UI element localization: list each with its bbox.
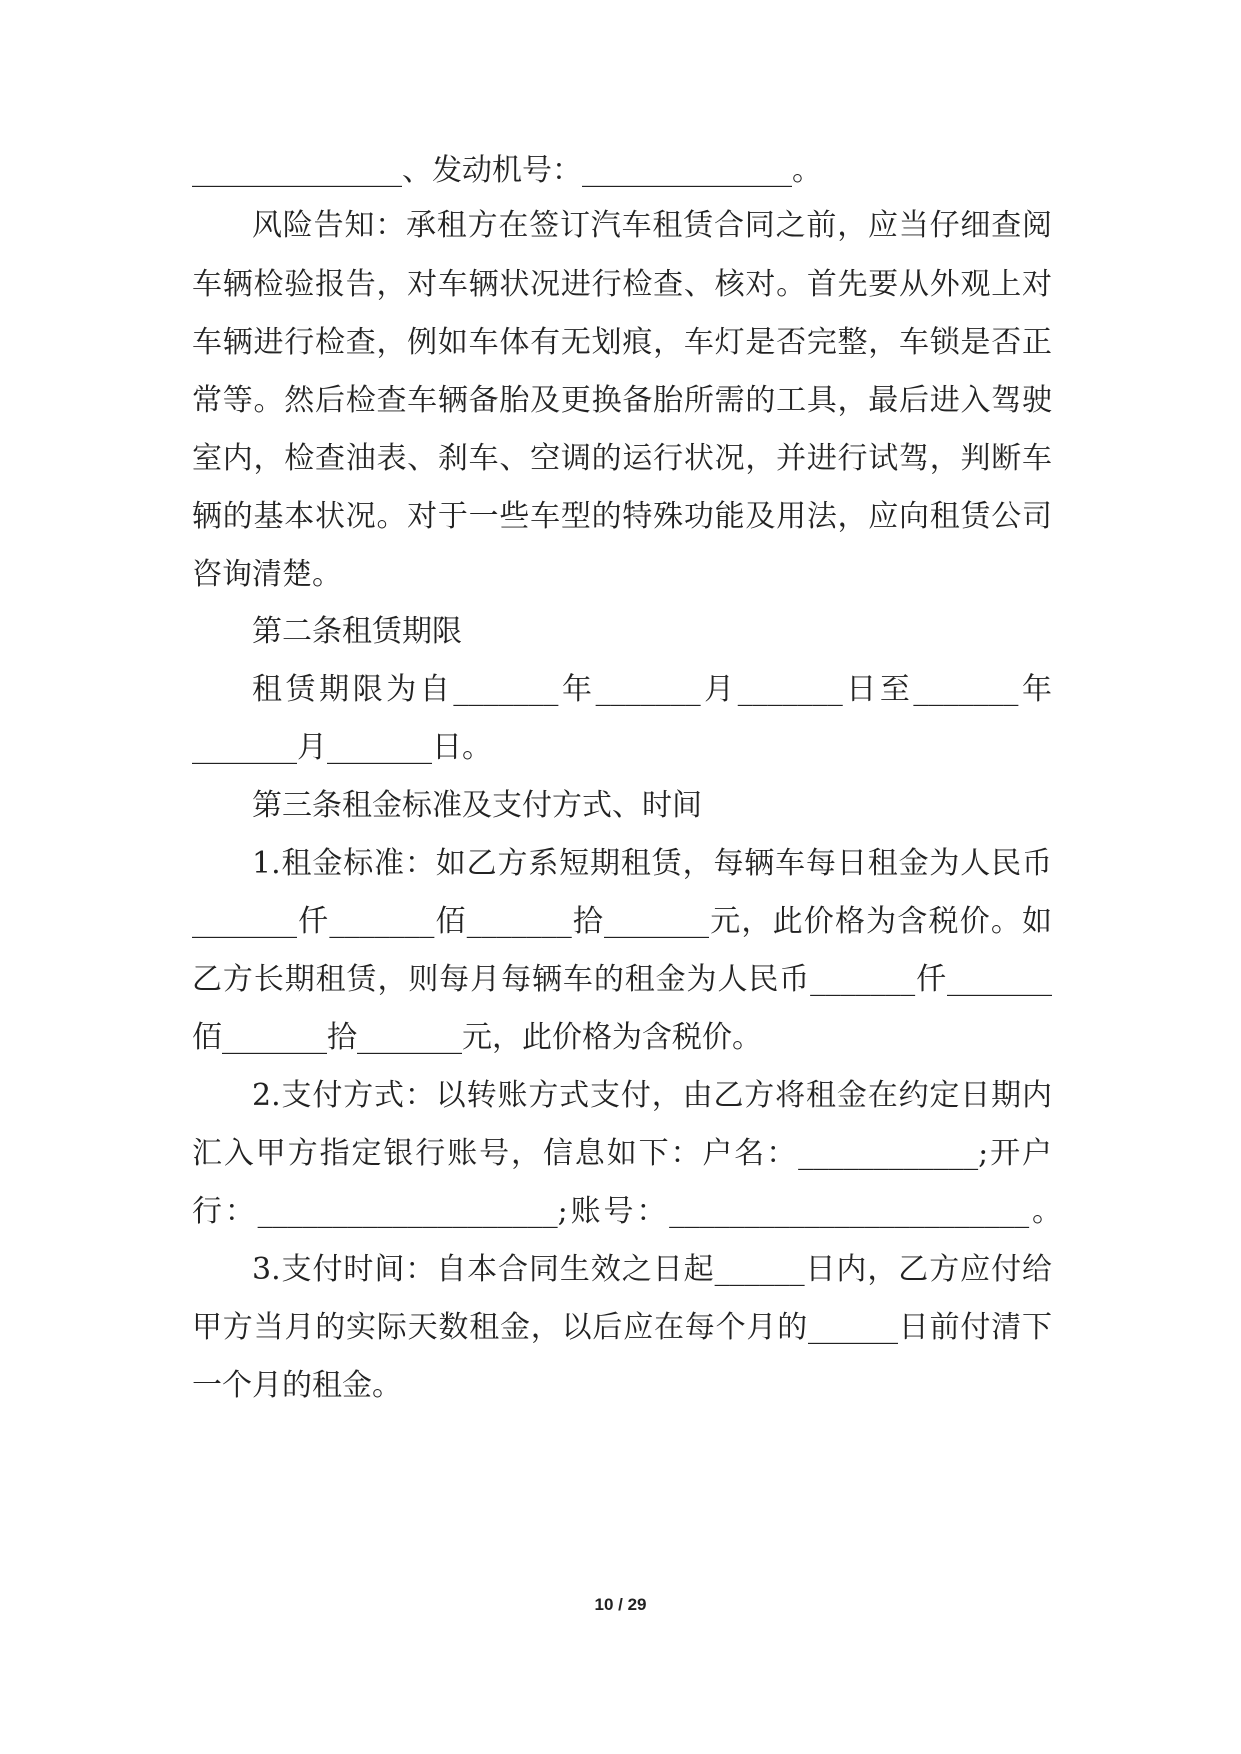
risk-notice-paragraph-line-2: 车辆检验报告，对车辆状况进行检查、核对。首先要从外观上对 [192, 267, 1052, 302]
rent-standard-line-4: 佰_______拾_______元，此价格为含税价。 [192, 1020, 762, 1055]
risk-notice-paragraph-line-1: 风险告知：承租方在签订汽车租赁合同之前，应当仔细查阅 [252, 208, 1052, 243]
risk-notice-paragraph-line-7: 咨询清楚。 [192, 557, 342, 592]
risk-notice-paragraph-line-4: 常等。然后检查车辆备胎及更换备胎所需的工具，最后进入驾驶 [192, 383, 1052, 418]
payment-method-line-2: 汇入甲方指定银行账号，信息如下：户名：____________;开户 [192, 1136, 1052, 1171]
payment-time-line-3: 一个月的租金。 [192, 1368, 402, 1403]
rent-standard-line-1: 1.租金标准：如乙方系短期租赁，每辆车每日租金为人民币 [252, 846, 1052, 881]
rent-standard-line-2: _______仟_______佰_______拾_______元，此价格为含税价。如 [192, 904, 1052, 939]
payment-method-line-3: 行：____________________;账号：________________________。 [192, 1194, 1062, 1229]
lease-term-line-1: 租赁期限为自_______年_______月_______日至_______年 [252, 672, 1052, 707]
article-2-heading: 第二条租赁期限 [252, 614, 462, 649]
risk-notice-paragraph-line-6: 辆的基本状况。对于一些车型的特殊功能及用法，应向租赁公司 [192, 499, 1052, 534]
payment-time-line-2: 甲方当月的实际天数租金，以后应在每个月的______日前付清下 [192, 1310, 1052, 1345]
rent-standard-line-3: 乙方长期租赁，则每月每辆车的租金为人民币_______仟_______ [192, 962, 1052, 997]
lease-term-line-2: _______月_______日。 [192, 730, 492, 765]
engine-number-line: ______________、发动机号：______________。 [192, 153, 822, 188]
risk-notice-paragraph-line-3: 车辆进行检查，例如车体有无划痕，车灯是否完整，车锁是否正 [192, 325, 1052, 360]
risk-notice-paragraph-line-5: 室内，检查油表、刹车、空调的运行状况，并进行试驾，判断车 [192, 441, 1052, 476]
page-number: 10 / 29 [594, 1595, 647, 1614]
payment-method-line-1: 2.支付方式：以转账方式支付，由乙方将租金在约定日期内 [252, 1078, 1052, 1113]
article-3-heading: 第三条租金标准及支付方式、时间 [252, 788, 702, 823]
payment-time-line-1: 3.支付时间：自本合同生效之日起______日内，乙方应付给 [252, 1252, 1052, 1287]
